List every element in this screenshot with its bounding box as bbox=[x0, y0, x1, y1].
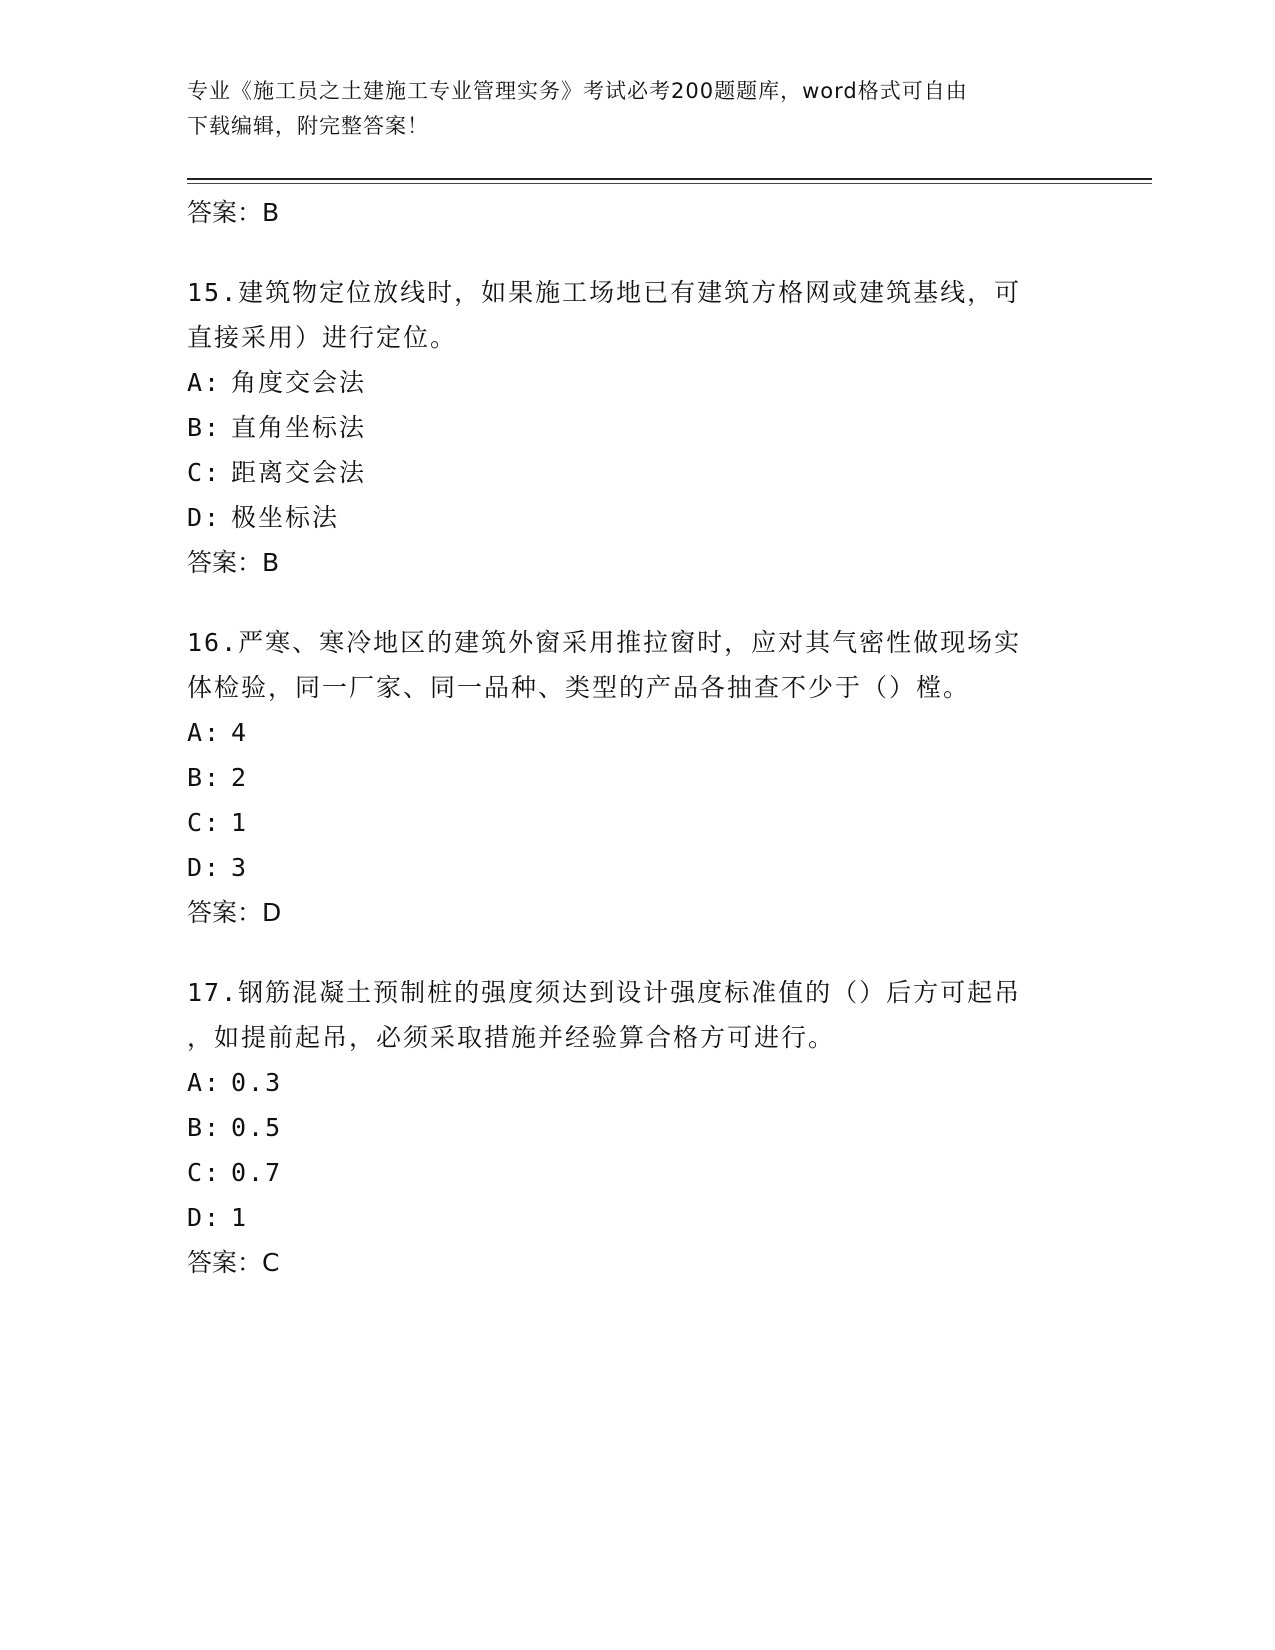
question-stem bbox=[187, 270, 1067, 360]
answer-line: 答案：D bbox=[187, 898, 282, 927]
option-label: B: bbox=[187, 413, 222, 442]
option-text: 1 bbox=[231, 808, 249, 837]
stem-line: 直接采用）进行定位。 bbox=[187, 323, 458, 352]
option-label: C: bbox=[187, 458, 222, 487]
option-b bbox=[187, 755, 1067, 800]
question-stem bbox=[187, 620, 1067, 710]
option-b bbox=[187, 405, 1067, 450]
option-d bbox=[187, 845, 1067, 890]
option-b bbox=[187, 1105, 1067, 1150]
stem-line: 15.建筑物定位放线时，如果施工场地已有建筑方格网或建筑基线，可 bbox=[187, 278, 1022, 307]
option-d bbox=[187, 495, 1067, 540]
document-header bbox=[187, 74, 1087, 144]
option-label: B: bbox=[187, 1113, 222, 1142]
option-a bbox=[187, 1060, 1067, 1105]
previous-answer: 答案：B bbox=[187, 198, 280, 227]
question-17 bbox=[187, 970, 1067, 1285]
question-16 bbox=[187, 620, 1067, 935]
option-text: 0.7 bbox=[231, 1158, 283, 1187]
option-d bbox=[187, 1195, 1067, 1240]
stem-line: ，如提前起吊，必须采取措施并经验算合格方可进行。 bbox=[187, 1023, 836, 1052]
option-text: 4 bbox=[231, 718, 249, 747]
option-text: 2 bbox=[231, 763, 249, 792]
option-label: A: bbox=[187, 1068, 222, 1097]
option-label: D: bbox=[187, 853, 222, 882]
option-c bbox=[187, 450, 1067, 495]
option-text: 1 bbox=[231, 1203, 249, 1232]
option-a bbox=[187, 710, 1067, 755]
option-label: D: bbox=[187, 503, 222, 532]
option-label: C: bbox=[187, 808, 222, 837]
option-c bbox=[187, 800, 1067, 845]
header-line-1: 专业《施工员之土建施工专业管理实务》考试必考200题题库，word格式可自由 bbox=[187, 79, 968, 103]
option-text: 距离交会法 bbox=[231, 458, 367, 487]
option-text: 直角坐标法 bbox=[231, 413, 367, 442]
option-text: 角度交会法 bbox=[231, 368, 367, 397]
option-label: A: bbox=[187, 718, 222, 747]
option-a bbox=[187, 360, 1067, 405]
option-c bbox=[187, 1150, 1067, 1195]
question-stem bbox=[187, 970, 1067, 1060]
option-label: D: bbox=[187, 1203, 222, 1232]
option-label: B: bbox=[187, 763, 222, 792]
header-line-2: 下载编辑，附完整答案！ bbox=[187, 114, 429, 138]
header-rule-thin bbox=[187, 183, 1152, 184]
option-label: C: bbox=[187, 1158, 222, 1187]
stem-line: 体检验，同一厂家、同一品种、类型的产品各抽查不少于（）樘。 bbox=[187, 673, 971, 702]
question-list bbox=[187, 190, 1067, 1320]
stem-line: 16.严寒、寒冷地区的建筑外窗采用推拉窗时，应对其气密性做现场实 bbox=[187, 628, 1022, 657]
answer-line: 答案：B bbox=[187, 548, 280, 577]
option-label: A: bbox=[187, 368, 222, 397]
answer-line: 答案：C bbox=[187, 1248, 280, 1277]
option-text: 0.5 bbox=[231, 1113, 283, 1142]
question-15 bbox=[187, 270, 1067, 585]
option-text: 极坐标法 bbox=[231, 503, 340, 532]
header-rule-thick bbox=[187, 178, 1152, 180]
stem-line: 17.钢筋混凝土预制桩的强度须达到设计强度标准值的（）后方可起吊 bbox=[187, 978, 1022, 1007]
option-text: 3 bbox=[231, 853, 249, 882]
option-text: 0.3 bbox=[231, 1068, 283, 1097]
